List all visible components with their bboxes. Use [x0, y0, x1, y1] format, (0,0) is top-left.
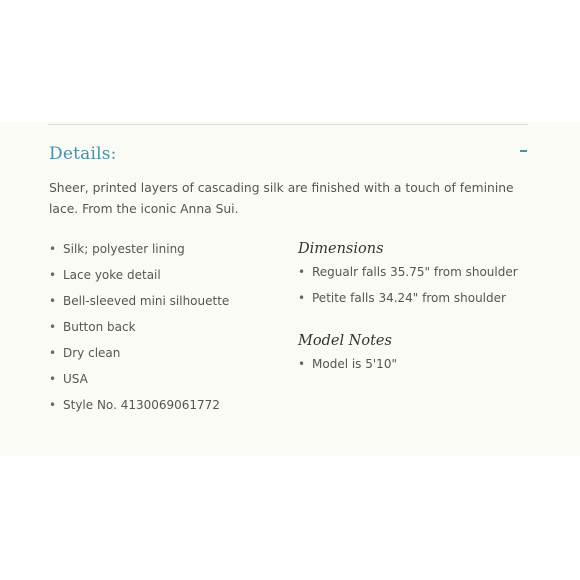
list-item — [298, 289, 518, 315]
list-item — [49, 292, 229, 318]
list-item — [49, 344, 229, 370]
dimensions-heading: Dimensions — [298, 241, 384, 257]
list-item — [49, 318, 229, 344]
feature-text: USA — [63, 372, 88, 386]
bullet-icon: • — [49, 398, 57, 412]
bullet-icon: • — [49, 294, 57, 308]
dimension-text: Regualr falls 35.75" from shoulder — [312, 265, 518, 279]
feature-text: Bell-sleeved mini silhouette — [63, 294, 230, 308]
model-notes-heading: Model Notes — [298, 333, 392, 349]
feature-text: Silk; polyester lining — [63, 242, 185, 256]
dimensions-list — [298, 263, 518, 315]
bullet-icon: • — [298, 265, 306, 279]
collapse-minus-icon[interactable] — [520, 150, 527, 152]
list-item — [49, 396, 229, 422]
details-title[interactable]: Details: — [49, 144, 117, 164]
feature-list — [49, 240, 229, 422]
bullet-icon: • — [49, 242, 57, 256]
model-notes-list — [298, 355, 397, 381]
bullet-icon: • — [49, 320, 57, 334]
list-item — [49, 266, 229, 292]
section-divider — [48, 124, 528, 125]
model-notes-section — [298, 333, 397, 381]
list-item — [49, 240, 229, 266]
list-item — [49, 370, 229, 396]
dimension-text: Petite falls 34.24" from shoulder — [312, 291, 506, 305]
feature-text: Style No. 4130069061772 — [63, 398, 220, 412]
model-note-text: Model is 5'10" — [312, 357, 397, 371]
dimensions-section — [298, 241, 518, 315]
feature-text: Button back — [63, 320, 136, 334]
bullet-icon: • — [49, 268, 57, 282]
bullet-icon: • — [298, 357, 306, 371]
list-item — [298, 263, 518, 289]
bullet-icon: • — [298, 291, 306, 305]
feature-text: Lace yoke detail — [63, 268, 161, 282]
list-item — [298, 355, 397, 381]
product-description: Sheer, printed layers of cascading silk are finished with a touch of feminine lace. From the iconic Anna Sui. — [49, 181, 514, 216]
feature-text: Dry clean — [63, 346, 121, 360]
bullet-icon: • — [49, 346, 57, 360]
bullet-icon: • — [49, 372, 57, 386]
